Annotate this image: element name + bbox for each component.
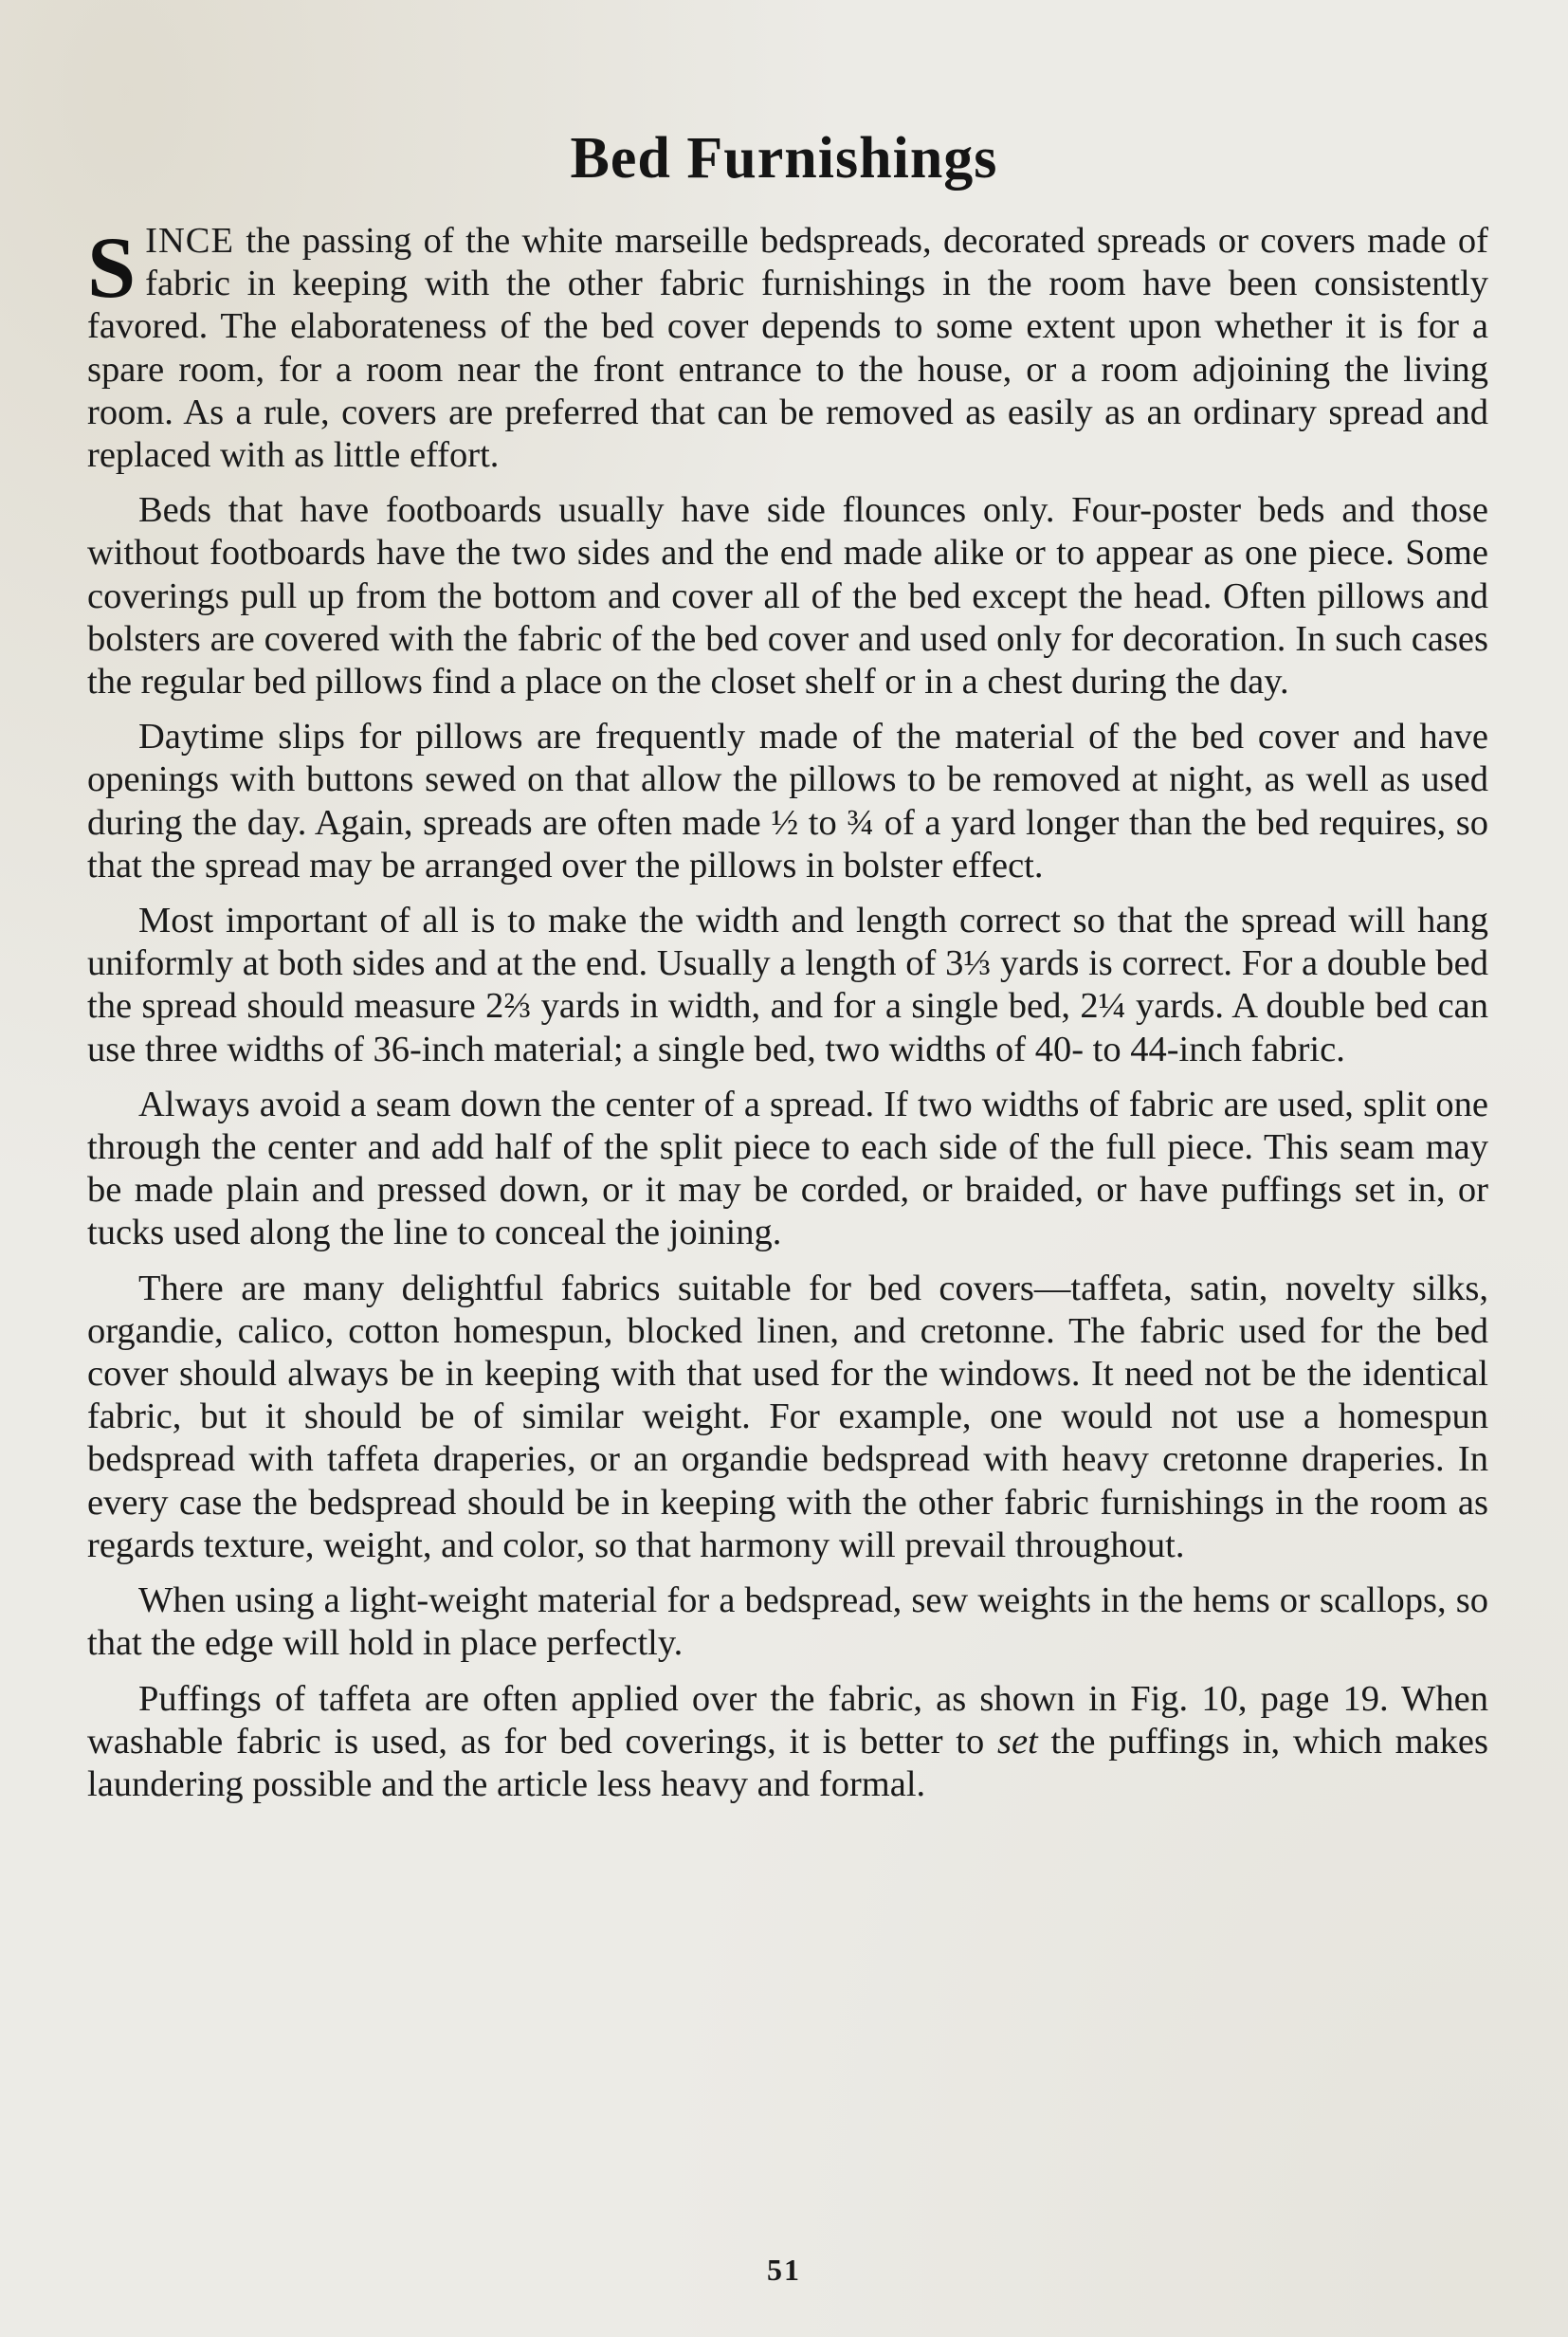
paragraph-5: Always avoid a seam down the center of a spread. If two widths of fabric are used, split one through the center and add half of the split piece to each side of the full piece. This seam may be made plain and pressed down, or it may be corded, or braided, or have puffings set in, or tucks used along the line to conceal the joining.	[87, 1084, 1488, 1253]
paragraph-7: When using a light-weight material for a bedspread, sew weights in the hems or scallops, so that the edge will hold in place perfectly.	[87, 1580, 1488, 1664]
body-text	[87, 220, 1488, 1818]
drop-cap: S	[87, 219, 137, 316]
paragraph-3: Daytime slips for pillows are frequently made of the material of the bed cover and have openings with buttons sewed on that allow the pillows to be removed at night, as well as used during the day. Again, spreads are often made ½ to ¾ of a yard longer than the bed requires, so that the spread may be arranged over the pillows in bolster effect.	[87, 717, 1488, 886]
paragraph-8-italic-word: set	[996, 1721, 1038, 1762]
paragraph-1	[87, 220, 1488, 477]
page-number: 51	[767, 2253, 801, 2287]
paragraph-8-text-start: Puffings of taffeta are often applied over the fabric, as shown in Fig. 10, page 19. When washable fabric is used, as for bed coverings, it is better to	[87, 1678, 1488, 1762]
paragraph-4: Most important of all is to make the width and length correct so that the spread will hang uniformly at both sides and at the end. Usually a length of 3⅓ yards is correct. For a double bed the spread should measure 2⅔ yards in width, and for a single bed, 2¼ yards. A double bed can use three widths of 36-inch material; a single bed, two widths of 40- to 44-inch fabric.	[87, 901, 1488, 1069]
paragraph-8	[87, 1678, 1488, 1807]
paragraph-2: Beds that have footboards usually have side flounces only. Four-poster beds and those without footboards have the two sides and the end made alike or to appear as one piece. Some coverings pull up from the bottom and cover all of the bed except the head. Often pillows and bolsters are covered with the fabric of the bed cover and used only for decoration. In such cases the regular bed pillows find a place on the closet shelf or in a chest during the day.	[87, 490, 1488, 703]
paragraph-1-text: the passing of the white marseille bedspreads, decorated spreads or covers made of fabric in keeping with the other fabric furnishings in the room have been consistently favored. The elaborateness of the bed cover depends to some extent upon whether it is for a spare room, for a room near the front entrance to the house, or a room adjoining the living room. As a rule, covers are preferred that can be removed as easily as an ordinary spread and replaced with as little effort.	[87, 221, 1488, 476]
first-word: INCE	[145, 221, 234, 261]
page-title: Bed Furnishings	[570, 126, 998, 191]
paragraph-8-text-end: the puffings in, which makes laundering possible and the article less heavy and formal.	[87, 1721, 1488, 1804]
paragraph-6: There are many delightful fabrics suitable for bed covers—taffeta, satin, novelty silks, organdie, calico, cotton homespun, blocked linen, and cretonne. The fabric used for the bed cover should always be in keeping with that used for the windows. It need not be the identical fabric, but it should be of similar weight. For example, one would not use a homespun bedspread with taffeta draperies, or an organdie bedspread with heavy cretonne draperies. In every case the bedspread should be in keeping with the other fabric furnishings in the room as regards texture, weight, and color, so that harmony will prevail throughout.	[87, 1268, 1488, 1565]
